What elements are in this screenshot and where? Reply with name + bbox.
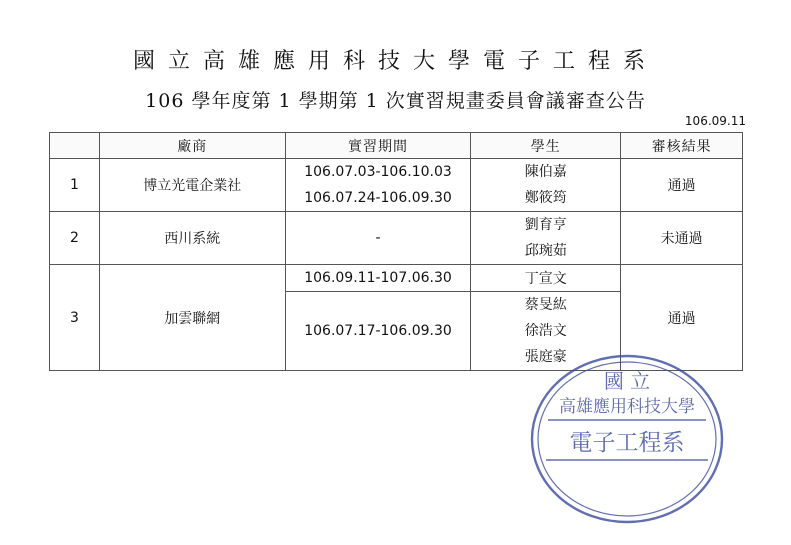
table-row xyxy=(50,265,743,292)
student-name: 邱琬茹 xyxy=(524,243,567,259)
review-result: 通過 xyxy=(621,159,743,212)
company-name: 博立光電企業社 xyxy=(99,159,285,212)
company-name: 西川系統 xyxy=(99,212,285,265)
student-name: 丁宣文 xyxy=(471,265,621,292)
student-name: 蔡旻紘 xyxy=(524,297,567,313)
row-number: 2 xyxy=(50,212,100,265)
table-row xyxy=(50,159,743,212)
internship-period: 106.07.17-106.09.30 xyxy=(285,292,471,371)
row-number: 1 xyxy=(50,159,100,212)
internship-period: 106.07.24-106.09.30 xyxy=(304,190,452,206)
review-result: 未通過 xyxy=(621,212,743,265)
student-name: 陳伯嘉 xyxy=(524,164,567,180)
seal-text-line2: 高雄應用科技大學 xyxy=(559,397,695,417)
internship-period: - xyxy=(285,212,471,265)
column-header-no xyxy=(50,133,100,159)
table-header-row xyxy=(50,133,743,159)
company-name: 加雲聯網 xyxy=(99,265,285,371)
student-name: 徐浩文 xyxy=(524,323,567,339)
internship-period: 106.09.11-107.06.30 xyxy=(285,265,471,292)
student-list xyxy=(471,212,621,265)
student-list xyxy=(471,159,621,212)
table-row xyxy=(50,212,743,265)
column-header-period: 實習期間 xyxy=(285,133,471,159)
internship-periods xyxy=(285,159,471,212)
column-header-company: 廠商 xyxy=(99,133,285,159)
announcement-date: 106.09.11 xyxy=(684,114,746,128)
column-header-result: 審核結果 xyxy=(621,133,743,159)
student-name: 鄭筱筠 xyxy=(524,190,567,206)
seal-text-line3: 電子工程系 xyxy=(569,430,685,456)
document-subtitle: 106 學年度第 1 學期第 1 次實習規畫委員會議審查公告 xyxy=(145,90,646,112)
document-title: 國立高雄應用科技大學電子工程系 xyxy=(132,49,658,74)
internship-period: 106.07.03-106.10.03 xyxy=(304,164,452,180)
row-number: 3 xyxy=(50,265,100,371)
column-header-students: 學生 xyxy=(471,133,621,159)
department-seal-stamp xyxy=(528,352,726,526)
review-result: 通過 xyxy=(621,265,743,371)
student-name: 張庭豪 xyxy=(524,349,567,365)
seal-text-line1: 國 立 xyxy=(603,369,651,393)
student-name: 劉育亨 xyxy=(524,217,567,233)
review-results-table xyxy=(49,132,743,371)
